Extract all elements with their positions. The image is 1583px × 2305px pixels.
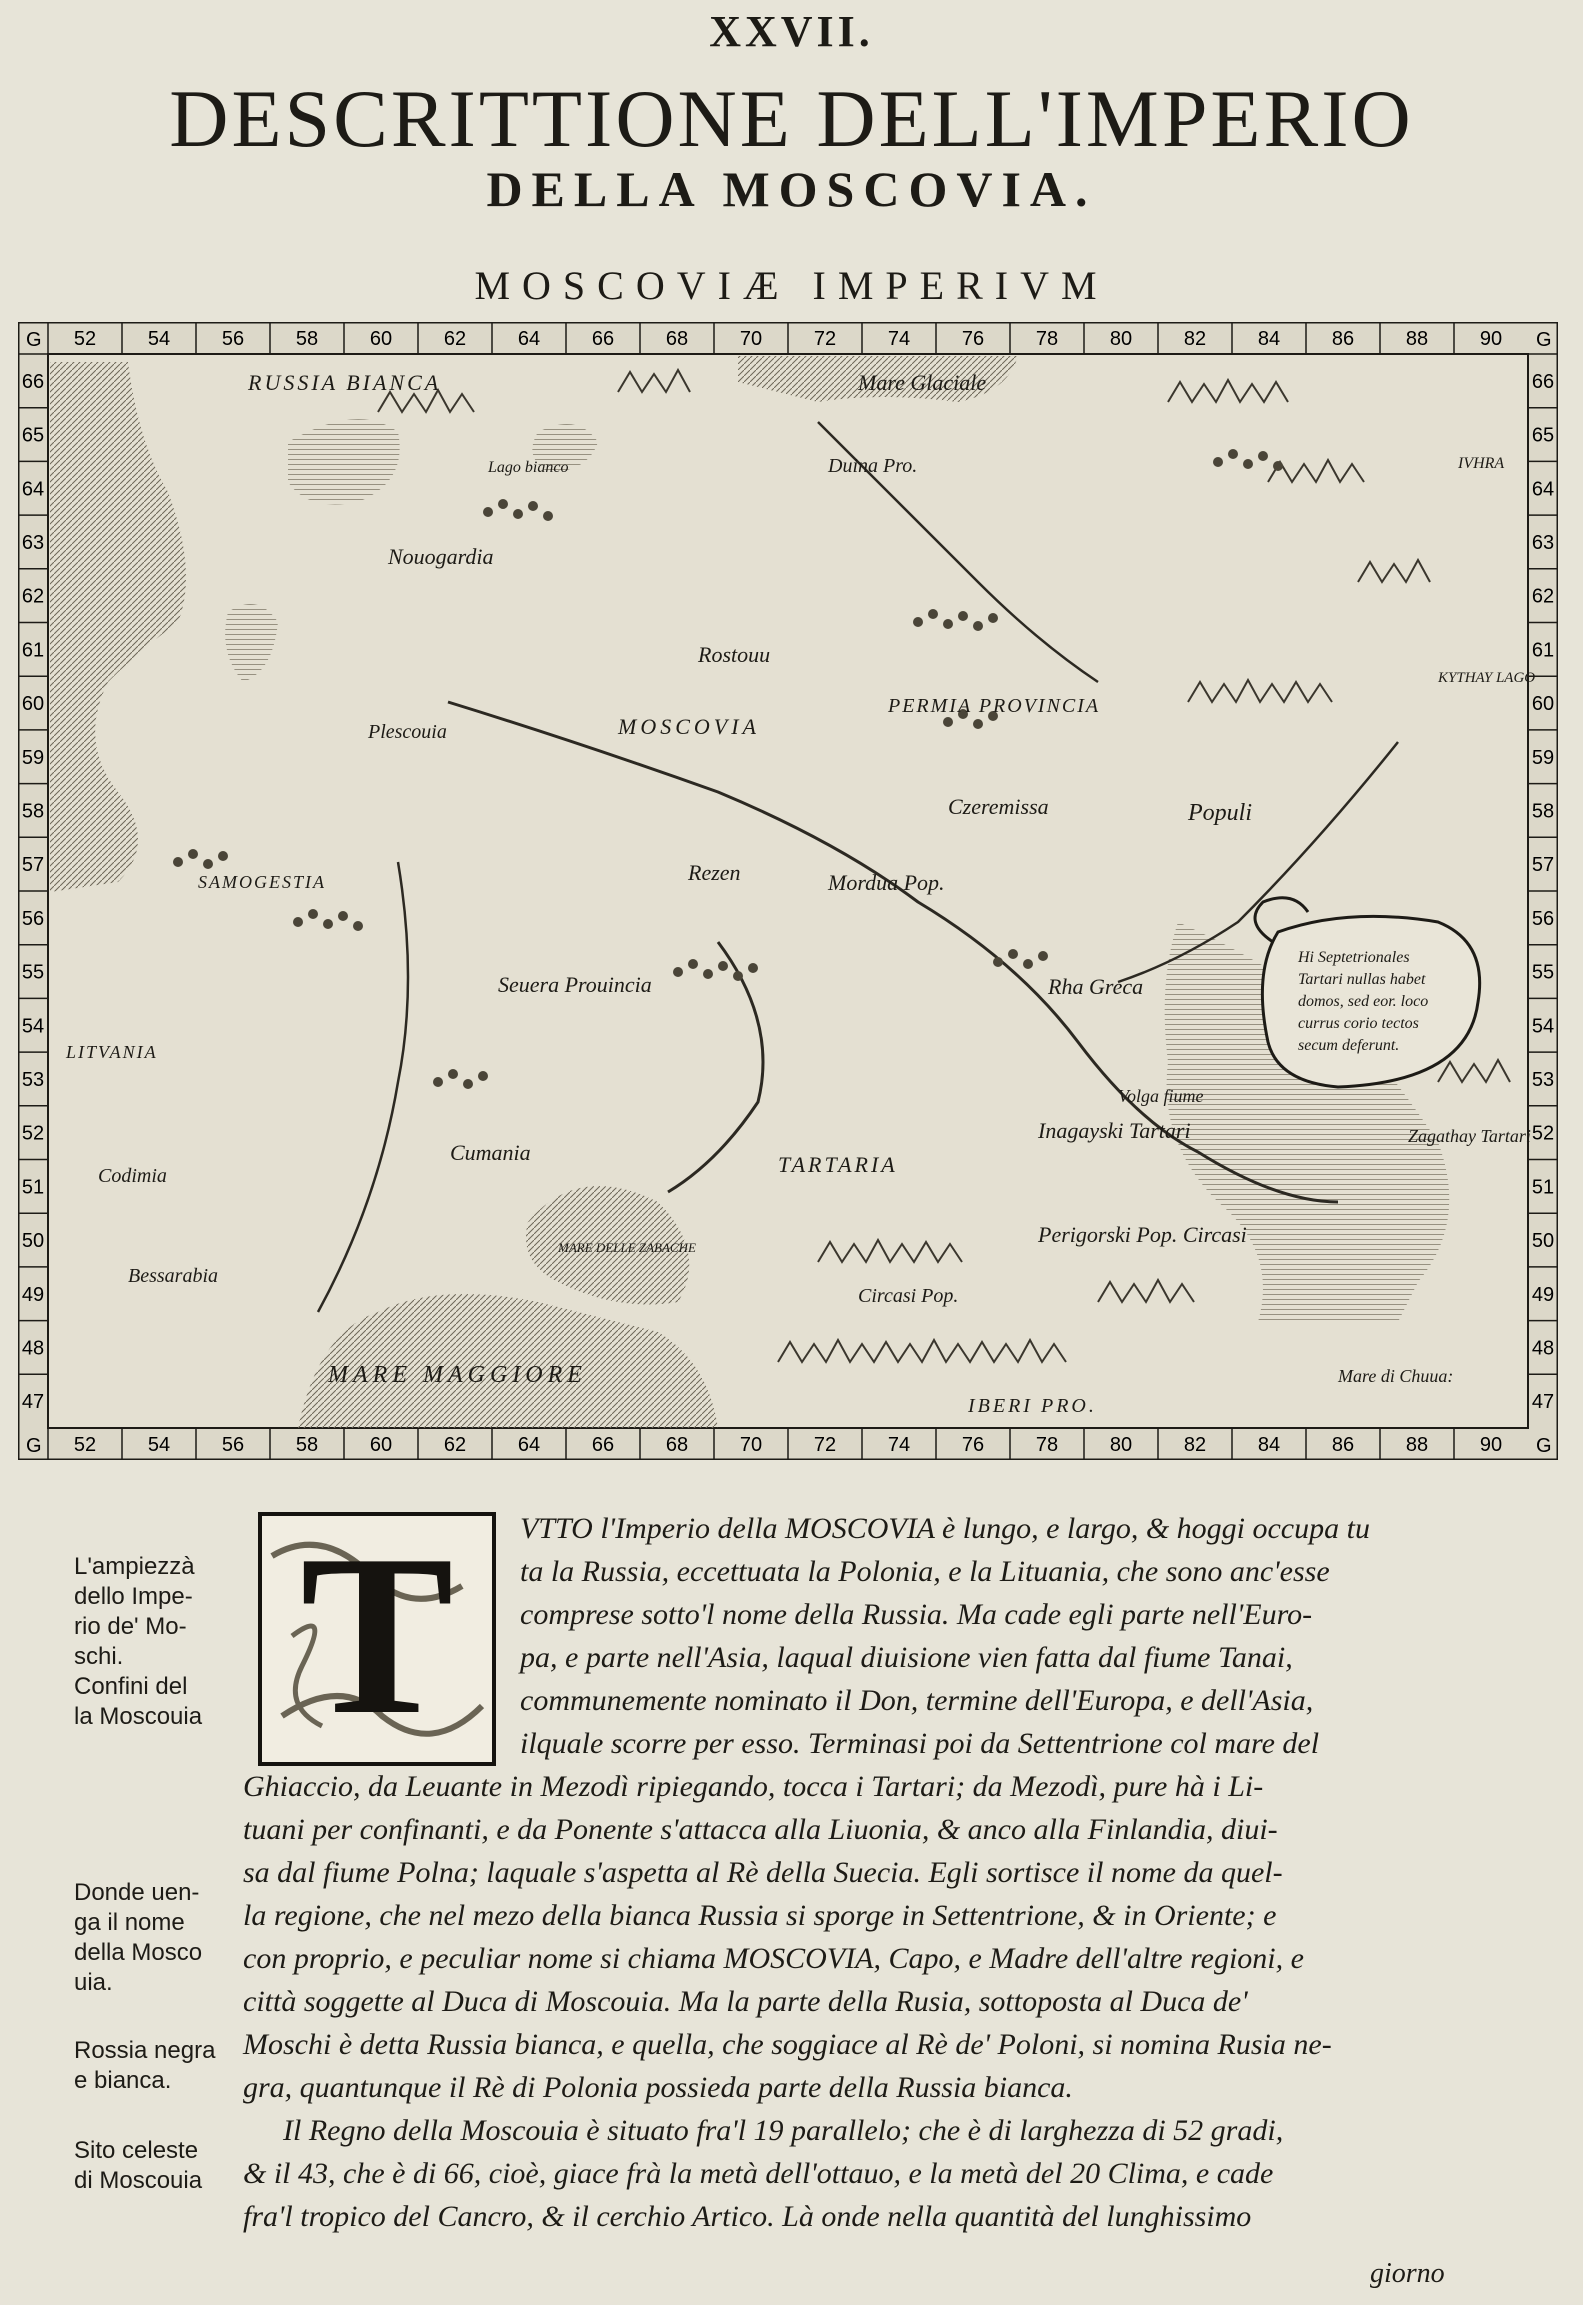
top-scale-label-78: 78 — [1035, 328, 1059, 350]
bottom-scale-label-78: 78 — [1035, 1434, 1059, 1456]
label-plescouia: Plescouia — [368, 721, 447, 743]
left-scale-label-52: 52 — [21, 1122, 45, 1145]
body-line: ta la Russia, eccettuata la Polonia, e la Lituania, che sono anc'esse — [520, 1555, 1330, 1588]
bottom-scale-label-68: 68 — [665, 1434, 689, 1456]
label-rha: Rha Greca — [1048, 974, 1144, 999]
body-line: sa dal fiume Polna; laquale s'aspetta al Rè della Suecia. Egli sortisce il nome da quel- — [243, 1856, 1283, 1889]
left-scale-label-66: 66 — [21, 370, 45, 393]
margin-note-line: dello Impe- — [74, 1583, 193, 1610]
right-scale-label-51: 51 — [1531, 1176, 1555, 1199]
top-scale-label-54: 54 — [147, 328, 171, 350]
body-line: fra'l tropico del Cancro, & il cerchio Artico. Là onde nella quantità del lunghissimo — [243, 2200, 1252, 2233]
label-circasi: Circasi Pop. — [858, 1285, 959, 1307]
top-scale-label-82: 82 — [1183, 328, 1207, 350]
page-subtitle: DELLA MOSCOVIA. — [486, 161, 1097, 217]
right-scale-label-48: 48 — [1531, 1337, 1555, 1360]
drop-cap — [258, 1512, 496, 1766]
label-iuhra: IVHRA — [1458, 455, 1505, 472]
left-scale-label-63: 63 — [21, 531, 45, 554]
margin-note-line: Rossia negra — [74, 2037, 216, 2064]
right-scale-label-57: 57 — [1531, 854, 1555, 877]
bottom-scale-label-52: 52 — [73, 1434, 97, 1456]
label-permia: PERMIA PROVINCIA — [888, 695, 1101, 717]
label-cumania: Cumania — [450, 1140, 531, 1165]
right-scale-label-47: 47 — [1531, 1391, 1555, 1414]
bottom-scale-label-72: 72 — [813, 1434, 837, 1456]
top-scale-label-66: 66 — [591, 328, 615, 350]
label-lituania: LITVANIA — [66, 1042, 158, 1062]
top-scale-label-74: 74 — [887, 328, 911, 350]
top-scale-label-88: 88 — [1405, 328, 1429, 350]
cartouche-line: domos, sed eor. loco — [1298, 993, 1429, 1010]
bottom-scale-label-90: 90 — [1479, 1434, 1503, 1456]
label-duina: Duina Pro. — [828, 455, 918, 477]
cartouche-line: secum deferunt. — [1298, 1037, 1400, 1054]
right-scale-label-59: 59 — [1531, 746, 1555, 769]
page-title: DESCRITTIONE DELL'IMPERIO — [169, 73, 1414, 164]
left-scale-label-49: 49 — [21, 1283, 45, 1306]
bottom-scale-label-80: 80 — [1109, 1434, 1133, 1456]
margin-note-line: la Moscouia — [74, 1703, 203, 1730]
body-line: la regione, che nel mezo della bianca Russia si sporge in Settentrione, & in Oriente; e — [243, 1899, 1277, 1932]
body-line: & il 43, che è di 66, cioè, giace frà la metà dell'ottauo, e la metà del 20 Clima, e cade — [243, 2157, 1274, 2190]
corner-label-bottom-left: G — [26, 1435, 42, 1457]
top-scale-label-90: 90 — [1479, 328, 1503, 350]
top-scale-label-60: 60 — [369, 328, 393, 350]
left-scale-label-53: 53 — [21, 1068, 45, 1091]
body-line: Moschi è detta Russia bianca, e quella, che soggiace al Rè de' Poloni, si nomina Rusia ne- — [243, 2028, 1332, 2061]
corner-label-top-right: G — [1536, 329, 1552, 351]
label-lago-bianco: Lago bianco — [488, 459, 569, 476]
body-line: comprese sotto'l nome della Russia. Ma cade egli parte nell'Euro- — [520, 1598, 1313, 1631]
label-perigorski: Perigorski Pop. Circasi — [1038, 1222, 1247, 1247]
left-scale-label-51: 51 — [21, 1176, 45, 1199]
corner-label-top-left: G — [26, 329, 42, 351]
body-line: ilquale scorre per esso. Terminasi poi da Settentrione col mare del — [520, 1727, 1320, 1760]
right-scale-label-50: 50 — [1531, 1230, 1555, 1253]
right-scale-label-58: 58 — [1531, 800, 1555, 823]
right-scale-label-49: 49 — [1531, 1283, 1555, 1306]
bottom-scale-label-64: 64 — [517, 1434, 541, 1456]
label-zagathay: Zagathay Tartari — [1408, 1126, 1531, 1146]
top-scale-label-68: 68 — [665, 328, 689, 350]
top-scale-label-84: 84 — [1257, 328, 1281, 350]
map-figure — [18, 322, 1558, 1460]
margin-note-celestial — [74, 2136, 234, 2196]
margin-note-line: della Mosco — [74, 1939, 203, 1966]
margin-note-line: Donde uen- — [74, 1879, 200, 1906]
body-line: VTTO l'Imperio della MOSCOVIA è lungo, e largo, & hoggi occupa tu — [520, 1512, 1370, 1545]
bottom-scale-label-70: 70 — [739, 1434, 763, 1456]
left-scale-label-54: 54 — [21, 1015, 45, 1038]
left-scale-label-57: 57 — [21, 854, 45, 877]
label-czeremissa: Czeremissa — [948, 794, 1049, 819]
label-rostouu: Rostouu — [698, 642, 771, 667]
label-mordua: Mordua Pop. — [828, 870, 945, 895]
margin-note-line: rio de' Mo- — [74, 1613, 187, 1640]
margin-note-line: Sito celeste — [74, 2137, 199, 2164]
right-scale-label-63: 63 — [1531, 531, 1555, 554]
bottom-scale-label-82: 82 — [1183, 1434, 1207, 1456]
label-mare-maggiore: MARE MAGGIORE — [328, 1362, 587, 1388]
body-line: communemente nominato il Don, termine dell'Europa, e dell'Asia, — [520, 1684, 1314, 1717]
cartouche-line: Hi Septetrionales — [1298, 949, 1410, 966]
label-kythay: KYTHAY LAGO — [1438, 670, 1536, 686]
label-rezen: Rezen — [688, 860, 741, 885]
drop-cap-letter: T — [300, 1512, 454, 1762]
bottom-scale-label-74: 74 — [887, 1434, 911, 1456]
label-mare-glaciale: Mare Glaciale — [858, 370, 987, 395]
right-scale-label-64: 64 — [1531, 478, 1555, 501]
label-volga: Volga fiume — [1118, 1086, 1204, 1106]
bottom-scale-label-86: 86 — [1331, 1434, 1355, 1456]
label-samogestia: SAMOGESTIA — [198, 872, 326, 892]
right-scale-label-65: 65 — [1531, 424, 1555, 447]
top-scale-label-62: 62 — [443, 328, 467, 350]
left-scale-label-58: 58 — [21, 800, 45, 823]
right-scale-label-62: 62 — [1531, 585, 1555, 608]
right-scale-label-53: 53 — [1531, 1068, 1555, 1091]
label-populi: Populi — [1188, 800, 1252, 826]
body-line: Ghiaccio, da Leuante in Mezodì ripiegando, tocca i Tartari; da Mezodì, pure hà i Li- — [243, 1770, 1264, 1803]
label-mare-zabache: MARE DELLE ZABACHE — [558, 1240, 696, 1255]
label-moscovia: MOSCOVIA — [618, 714, 760, 739]
bottom-scale-label-60: 60 — [369, 1434, 393, 1456]
body-line: con proprio, e peculiar nome si chiama MOSCOVIA, Capo, e Madre dell'altre regioni, e — [243, 1942, 1304, 1975]
left-scale-label-65: 65 — [21, 424, 45, 447]
left-scale-label-61: 61 — [21, 639, 45, 662]
right-scale-label-66: 66 — [1531, 370, 1555, 393]
label-mare-chuua: Mare di Chuua: — [1338, 1366, 1454, 1386]
margin-note-line: di Moscouia — [74, 2167, 203, 2194]
right-scale-label-54: 54 — [1531, 1015, 1555, 1038]
left-scale-label-50: 50 — [21, 1230, 45, 1253]
cartouche-line: currus corio tectos — [1298, 1015, 1419, 1032]
left-scale-label-48: 48 — [21, 1337, 45, 1360]
right-scale-label-55: 55 — [1531, 961, 1555, 984]
margin-note-extent — [74, 1552, 234, 1732]
bottom-scale-label-88: 88 — [1405, 1434, 1429, 1456]
bottom-scale-label-56: 56 — [221, 1434, 245, 1456]
margin-note-name-origin — [74, 1878, 234, 1998]
bottom-scale-label-66: 66 — [591, 1434, 615, 1456]
body-line: tuani per confinanti, e da Ponente s'attacca alla Liuonia, & anco alla Finlandia, diui- — [243, 1813, 1278, 1846]
label-bessarabia: Bessarabia — [128, 1265, 218, 1287]
margin-note-line: L'ampiezzà — [74, 1553, 195, 1580]
left-scale-label-47: 47 — [21, 1391, 45, 1414]
label-inagayski: Inagayski Tartari — [1038, 1118, 1191, 1143]
right-scale-label-60: 60 — [1531, 693, 1555, 716]
bottom-scale-label-84: 84 — [1257, 1434, 1281, 1456]
left-scale-label-62: 62 — [21, 585, 45, 608]
margin-note-line: uia. — [74, 1969, 113, 1996]
map-title: MOSCOVIÆ IMPERIVM — [474, 263, 1109, 308]
top-scale-label-76: 76 — [961, 328, 985, 350]
bottom-scale-label-54: 54 — [147, 1434, 171, 1456]
label-seuera: Seuera Prouincia — [498, 972, 652, 997]
top-scale-label-86: 86 — [1331, 328, 1355, 350]
bottom-scale-label-58: 58 — [295, 1434, 319, 1456]
top-scale-label-56: 56 — [221, 328, 245, 350]
left-scale-label-64: 64 — [21, 478, 45, 501]
top-scale-label-64: 64 — [517, 328, 541, 350]
body-line: Il Regno della Moscouia è situato fra'l 19 parallelo; che è di larghezza di 52 gradi, — [283, 2114, 1284, 2147]
right-scale-label-56: 56 — [1531, 907, 1555, 930]
left-scale-label-55: 55 — [21, 961, 45, 984]
top-scale-label-52: 52 — [73, 328, 97, 350]
corner-label-bottom-right: G — [1536, 1435, 1552, 1457]
margin-note-line: schi. — [74, 1643, 124, 1670]
body-line: pa, e parte nell'Asia, laqual diuisione vien fatta dal fiume Tanai, — [520, 1641, 1293, 1674]
margin-note-line: Confini del — [74, 1673, 188, 1700]
margin-note-russia — [74, 2036, 234, 2096]
right-scale-label-61: 61 — [1531, 639, 1555, 662]
top-scale-label-80: 80 — [1109, 328, 1133, 350]
right-scale-label-52: 52 — [1531, 1122, 1555, 1145]
left-scale-label-60: 60 — [21, 693, 45, 716]
label-russia-bianca: RUSSIA BIANCA — [248, 370, 442, 395]
top-scale-label-70: 70 — [739, 328, 763, 350]
left-scale-label-56: 56 — [21, 907, 45, 930]
left-scale-label-59: 59 — [21, 746, 45, 769]
top-scale-label-72: 72 — [813, 328, 837, 350]
margin-note-line: e bianca. — [74, 2067, 172, 2094]
bottom-scale-label-76: 76 — [961, 1434, 985, 1456]
catchword: giorno — [1370, 2258, 1445, 2289]
page-number: XXVII. — [709, 7, 874, 56]
cartouche-line: Tartari nullas habet — [1298, 971, 1426, 988]
label-nouogardia: Nouogardia — [388, 544, 494, 569]
margin-note-line: ga il nome — [74, 1909, 185, 1936]
bottom-scale-label-62: 62 — [443, 1434, 467, 1456]
label-codimia: Codimia — [98, 1165, 167, 1187]
label-tartaria: TARTARIA — [778, 1152, 898, 1177]
label-iberi: IBERI PRO. — [968, 1395, 1097, 1417]
body-line: città soggette al Duca di Moscouia. Ma la parte della Rusia, sottoposta al Duca de' — [243, 1985, 1248, 2018]
body-line: gra, quantunque il Rè di Polonia possieda parte della Russia bianca. — [243, 2071, 1073, 2104]
top-scale-label-58: 58 — [295, 328, 319, 350]
